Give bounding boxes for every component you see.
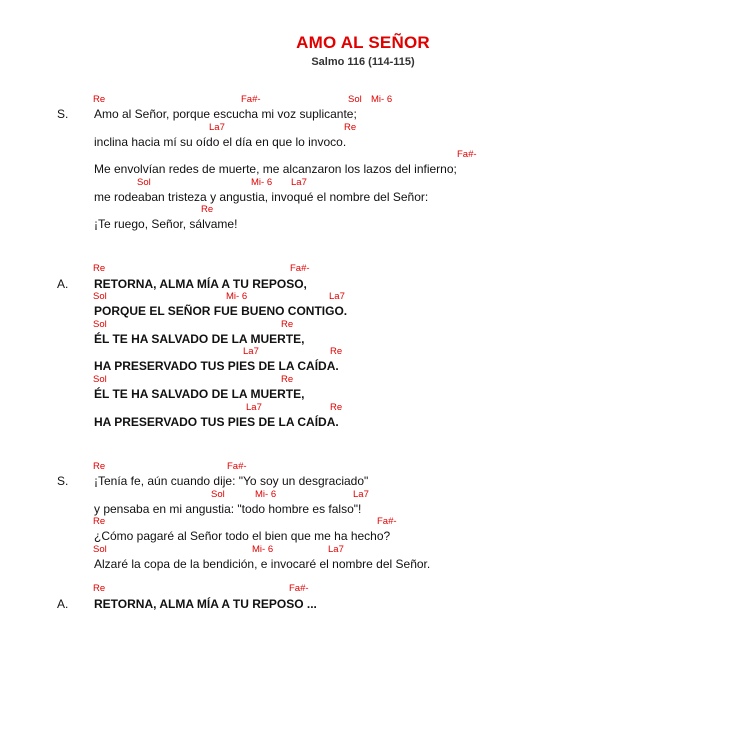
chord: Fa#-: [377, 516, 397, 527]
chord: Re: [93, 263, 106, 274]
chord: La7: [329, 291, 345, 302]
chord: Fa#-: [241, 94, 261, 105]
chord: Re: [281, 374, 294, 385]
lyric-line: ¡Tenía fe, aún cuando dije: "Yo soy un desgraciado": [94, 474, 369, 488]
chord: Re: [330, 402, 343, 413]
chord: La7: [328, 544, 344, 555]
chord: Sol: [93, 544, 107, 555]
chord: Re: [281, 319, 294, 330]
chord: Re: [344, 122, 357, 133]
chord: Re: [93, 583, 106, 594]
refrain-line: PORQUE EL SEÑOR FUE BUENO CONTIGO.: [94, 304, 348, 318]
psalm-reference: Salmo 116 (114-115): [311, 56, 415, 68]
refrain-line: HA PRESERVADO TUS PIES DE LA CAÍDA.: [94, 415, 339, 429]
chord: Mi- 6: [371, 94, 393, 105]
chord: Re: [330, 346, 343, 357]
section-marker-all: A.: [57, 277, 69, 291]
chord: Re: [93, 516, 106, 527]
chord: Sol: [211, 489, 225, 500]
chord: Fa#-: [289, 583, 309, 594]
lyric-line: y pensaba en mi angustia: "todo hombre es falso"!: [94, 502, 362, 516]
lyric-line: Alzaré la copa de la bendición, e invocaré el nombre del Señor.: [94, 557, 431, 571]
refrain-line: ÉL TE HA SALVADO DE LA MUERTE,: [94, 387, 305, 401]
chord: Sol: [93, 319, 107, 330]
section-marker-all: A.: [57, 597, 69, 611]
refrain-cue: RETORNA, ALMA MÍA A TU REPOSO ...: [94, 597, 317, 611]
lyric-line: Amo al Señor, porque escucha mi voz suplicante;: [94, 107, 357, 121]
chord: Sol: [93, 374, 107, 385]
chord: Fa#-: [457, 149, 477, 160]
chord: La7: [209, 122, 225, 133]
chord: La7: [243, 346, 259, 357]
chord: La7: [353, 489, 369, 500]
chord: Sol: [137, 177, 151, 188]
chord: Re: [201, 204, 214, 215]
section-marker-solo: S.: [57, 474, 69, 488]
chord: La7: [291, 177, 307, 188]
chord: Re: [93, 94, 106, 105]
section-marker-solo: S.: [57, 107, 69, 121]
chord: Mi- 6: [226, 291, 248, 302]
lyric-line: me rodeaban tristeza y angustia, invoqué el nombre del Señor:: [94, 190, 429, 204]
lyric-line: ¿Cómo pagaré al Señor todo el bien que me ha hecho?: [94, 529, 391, 543]
lyric-line: inclina hacia mí su oído el día en que lo invoco.: [94, 135, 347, 149]
chord: Mi- 6: [255, 489, 277, 500]
chord: Fa#-: [290, 263, 310, 274]
refrain-line: RETORNA, ALMA MÍA A TU REPOSO,: [94, 277, 307, 291]
chord: Re: [93, 461, 106, 472]
refrain-line: ÉL TE HA SALVADO DE LA MUERTE,: [94, 332, 305, 346]
lyric-line: ¡Te ruego, Señor, sálvame!: [94, 217, 238, 231]
chord: La7: [246, 402, 262, 413]
chord: Sol: [93, 291, 107, 302]
chord: Mi- 6: [251, 177, 273, 188]
chord: Fa#-: [227, 461, 247, 472]
chord: Mi- 6: [252, 544, 274, 555]
lyric-line: Me envolvían redes de muerte, me alcanzaron los lazos del infierno;: [94, 162, 457, 176]
song-title: AMO AL SEÑOR: [296, 33, 430, 52]
refrain-line: HA PRESERVADO TUS PIES DE LA CAÍDA.: [94, 359, 339, 373]
chord: Sol: [348, 94, 362, 105]
